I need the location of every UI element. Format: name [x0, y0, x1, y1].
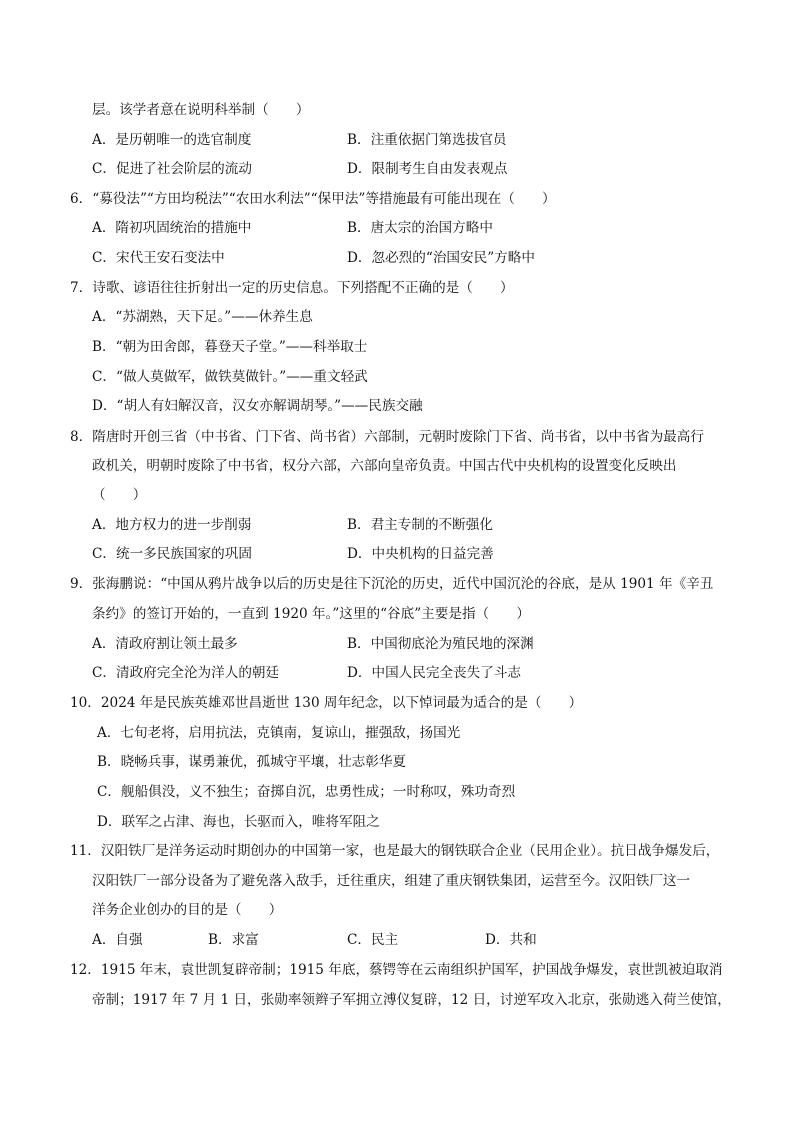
q11-stem-line-2: 汉阳铁厂一部分设备为了避免落入敌手，迁往重庆，组建了重庆钢铁集团，运营至今。汉阳铁厂这一 — [92, 873, 691, 889]
q7-option-c[interactable]: C．“做人莫做军，做铁莫做针。”——重文轻武 — [92, 369, 368, 385]
q5-option-d[interactable]: D．限制考生自由发表观点 — [347, 161, 508, 177]
q7-option-d[interactable]: D．“胡人有妇解汉音，汉女亦解调胡琴。”——民族交融 — [92, 398, 423, 414]
q8-option-d[interactable]: D．中央机构的日益完善 — [347, 546, 494, 562]
q11-option-d[interactable]: D．共和 — [485, 932, 537, 948]
q12-stem-line-2: 帝制；1917 年 7 月 1 日，张勋率领辫子军拥立溥仪复辟，12 日，讨逆军攻入北京，张勋逃入荷兰使馆， — [92, 992, 731, 1008]
q7-option-a[interactable]: A．“苏湖熟，天下足。”——休养生息 — [92, 309, 313, 325]
q6-option-a[interactable]: A．隋初巩固统治的措施中 — [92, 220, 252, 236]
q10-option-c[interactable]: C．舰船俱没，义不独生；奋掷自沉，忠勇性成；一时称叹，殊功奇烈 — [97, 784, 516, 800]
q7-stem: 7．诗歌、谚语往往折射出一定的历史信息。下列搭配不正确的是（ ） — [70, 280, 514, 296]
q11-option-c[interactable]: C．民主 — [347, 932, 399, 948]
q5-stem-end: 层。该学者意在说明科举制（ ） — [92, 102, 310, 118]
q6-stem: 6．“募役法”“方田均税法”“农田水利法”“保甲法”等措施最有可能出现在（ ） — [70, 191, 556, 207]
q8-option-a[interactable]: A．地方权力的进一步削弱 — [92, 517, 252, 533]
q7-option-b[interactable]: B．“朝为田舍郎，暮登天子堂。”——科举取士 — [92, 339, 368, 355]
q9-stem-line-2: 条约》的签订开始的，一直到 1920 年。”这里的“谷底”主要是指（ ） — [92, 606, 530, 622]
q10-option-d[interactable]: D．联军之占津、海也，长驱而入，唯将军阻之 — [97, 814, 380, 830]
q6-option-b[interactable]: B．唐太宗的治国方略中 — [347, 220, 493, 236]
q10-option-b[interactable]: B．晓畅兵事，谋勇兼优，孤城守平壤，壮志彰华夏 — [97, 754, 407, 770]
q6-option-c[interactable]: C．宋代王安石变法中 — [92, 250, 225, 266]
q12-stem-line-1: 12．1915 年末，袁世凯复辟帝制；1915 年底，蔡锷等在云南组织护国军，护国战争爆发，袁世凯被迫取消 — [70, 962, 723, 978]
q10-stem: 10．2024 年是民族英雄邓世昌逝世 130 周年纪念，以下悼词最为适合的是（ ） — [70, 695, 583, 711]
q9-option-c[interactable]: C．清政府完全沦为洋人的朝廷 — [92, 665, 280, 681]
q11-stem-line-1: 11．汉阳铁厂是洋务运动时期创办的中国第一家，也是最大的钢铁联合企业（民用企业）。抗日战争爆发后， — [70, 843, 720, 859]
q11-option-a[interactable]: A．自强 — [92, 932, 143, 948]
q11-option-b[interactable]: B．求富 — [208, 932, 259, 948]
q8-option-b[interactable]: B．君主专制的不断强化 — [347, 517, 493, 533]
q6-option-d[interactable]: D．忽必烈的“治国安民”方略中 — [347, 250, 535, 266]
q8-stem-line-2: 政机关，明朝时废除了中书省，权分六部，六部向皇帝负责。中国古代中央机构的设置变化反映出 — [92, 458, 677, 474]
q8-stem-line-1: 8．隋唐时开创三省（中书省、门下省、尚书省）六部制，元朝时废除门下省、尚书省，以中书省为最高行 — [70, 429, 704, 445]
q9-stem-line-1: 9．张海鹏说：“中国从鸦片战争以后的历史是往下沉沦的历史，近代中国沉沦的谷底，是从 1901 年《辛丑 — [70, 576, 714, 592]
q9-option-d[interactable]: D．中国人民完全丧失了斗志 — [347, 665, 522, 681]
q11-stem-line-3: 洋务企业创办的目的是（ ） — [92, 902, 283, 918]
q9-option-a[interactable]: A．清政府割让领土最多 — [92, 636, 238, 652]
q9-option-b[interactable]: B．中国彻底沦为殖民地的深渊 — [347, 636, 534, 652]
q5-option-b[interactable]: B．注重依据门第选拔官员 — [347, 132, 507, 148]
q8-stem-line-3: （ ） — [92, 487, 147, 503]
q5-option-c[interactable]: C．促进了社会阶层的流动 — [92, 161, 252, 177]
q5-option-a[interactable]: A．是历朝唯一的选官制度 — [92, 132, 252, 148]
q10-option-a[interactable]: A．七旬老将，启用抗法，克镇南，复谅山，摧强敌，扬国光 — [97, 725, 461, 741]
q8-option-c[interactable]: C．统一多民族国家的巩固 — [92, 546, 252, 562]
